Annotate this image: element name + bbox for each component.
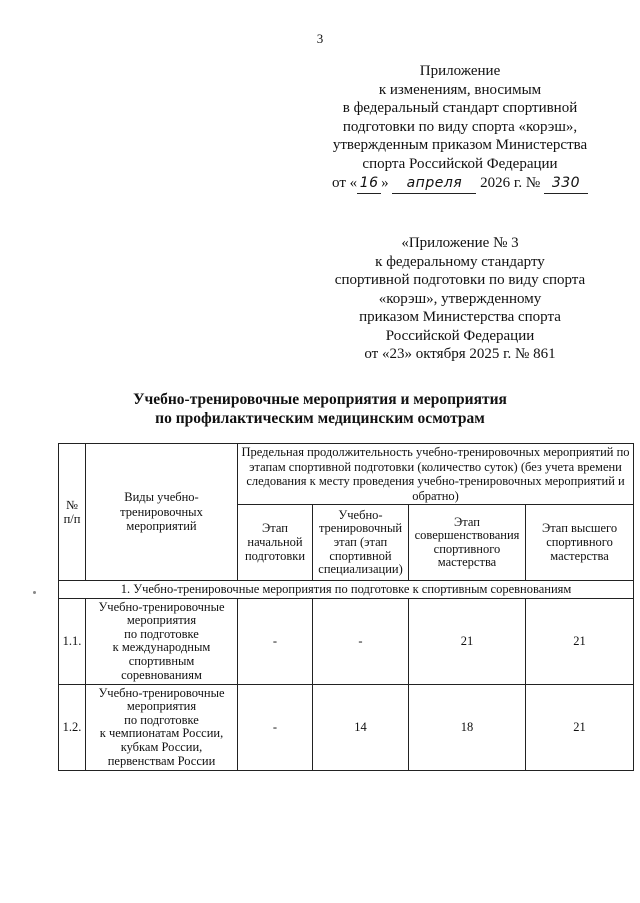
section-heading: 1. Учебно-тренировочные мероприятия по подготовке к спортивным соревнованиям: [59, 581, 634, 599]
date-year: 2026 г. №: [480, 175, 541, 191]
row-value: 18: [409, 684, 526, 770]
row-event-name: Учебно-тренировочные мероприятия по подготовке к чемпионатам России, кубкам России, первенствам России: [86, 684, 238, 770]
events-table: [58, 443, 634, 771]
date-mid: »: [381, 175, 389, 191]
scan-speck: [33, 591, 36, 594]
date-prefix: от «: [332, 175, 358, 191]
row-value: -: [313, 598, 409, 684]
header-duration-group: Предельная продолжительность учебно-тренировочных мероприятий по этапам спортивной подготовки (количество суток) (без учета времени следования к месту проведения учебно-тренировочных мероприятий и обратно): [238, 444, 634, 505]
appendix-ref-line: к федеральному стандарту: [375, 253, 545, 270]
row-event-name: Учебно-тренировочные мероприятия по подготовке к международным спортивным соревнованиям: [86, 598, 238, 684]
appendix-ref-line: «корэш», утвержденному: [378, 290, 542, 307]
row-value: 21: [409, 598, 526, 684]
header-stage-improvement: Этап совершенствования спортивного мастерства: [409, 505, 526, 581]
table-row: [59, 684, 634, 770]
title-line-2: по профилактическим медицинским осмотрам: [155, 410, 485, 427]
row-num: 1.1.: [59, 598, 86, 684]
row-value: 21: [526, 684, 634, 770]
row-value: 21: [526, 598, 634, 684]
header-stage-training: Учебно- тренировочный этап (этап спортивной специализации): [313, 505, 409, 581]
row-num: 1.2.: [59, 684, 86, 770]
table-row: [59, 598, 634, 684]
page-number: 3: [316, 31, 324, 46]
appendix-ref-line: спортивной подготовки по виду спорта: [334, 272, 586, 288]
appendix-header-line: утвержденным приказом Министерства: [332, 137, 588, 153]
header-num: № п/п: [59, 444, 86, 581]
title-line-1: Учебно-тренировочные мероприятия и мероприятия: [133, 391, 507, 408]
row-value: -: [238, 598, 313, 684]
document-title: [0, 390, 640, 428]
row-value: 14: [313, 684, 409, 770]
appendix-ref-line: от «23» октября 2025 г. № 861: [364, 346, 556, 362]
header-stage-highest: Этап высшего спортивного мастерства: [526, 505, 634, 581]
appendix-ref-line: «Приложение № 3: [401, 235, 519, 251]
appendix-ref-line: Российской Федерации: [385, 327, 535, 344]
appendix-ref-line: приказом Министерства спорта: [359, 309, 561, 325]
row-value: -: [238, 684, 313, 770]
appendix-header-line: к изменениям, вносимым: [378, 81, 542, 98]
handwritten-number: 330: [551, 175, 581, 191]
header-event-type: Виды учебно- тренировочных мероприятий: [86, 444, 238, 581]
appendix-header-line: подготовки по виду спорта «корэш»,: [342, 118, 578, 135]
appendix-reference: [300, 234, 620, 364]
header-stage-initial: Этап начальной подготовки: [238, 505, 313, 581]
handwritten-day: 16: [359, 175, 379, 191]
appendix-header: [300, 62, 620, 194]
appendix-header-line: в федеральный стандарт спортивной: [342, 100, 578, 116]
order-date-line: [332, 174, 588, 194]
appendix-header-line: Приложение: [419, 63, 501, 79]
handwritten-month: апреля: [406, 175, 463, 191]
appendix-header-line: спорта Российской Федерации: [362, 155, 558, 172]
